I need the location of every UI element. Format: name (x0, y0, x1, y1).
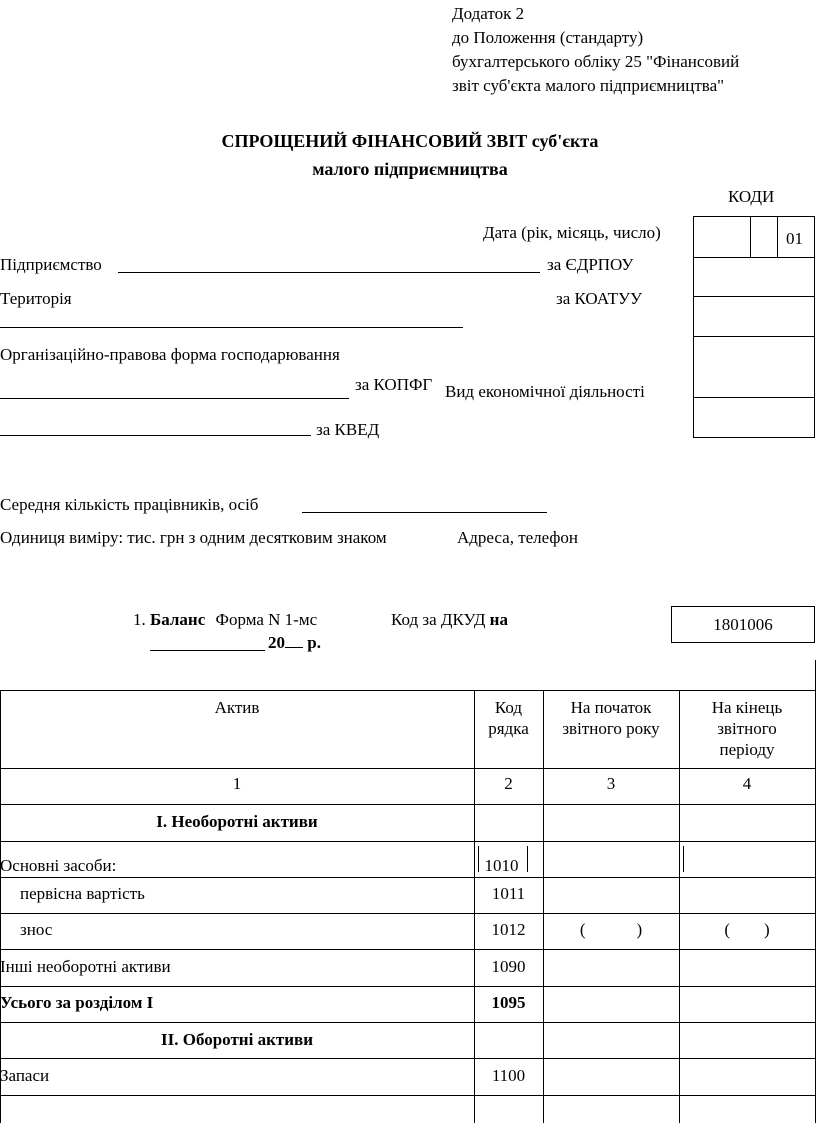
codes-row-line (693, 296, 815, 297)
row-code: 1090 (491, 957, 526, 976)
table-border (0, 986, 816, 987)
kved-label: за КВЕД (316, 420, 380, 439)
row-code: 1100 (491, 1066, 526, 1085)
appendix-line-2: до Положення (стандарту) (452, 28, 644, 47)
report-title-line-1: СПРОЩЕНИЙ ФІНАНСОВИЙ ЗВІТ суб'єкта (221, 131, 599, 151)
year-suffix: р. (307, 633, 321, 652)
section-heading: I. Необоротні активи (156, 812, 318, 831)
codes-row-line (693, 257, 815, 258)
table-border (0, 949, 816, 950)
row-start-value[interactable]: ( ) (579, 920, 643, 939)
codes-row-line (693, 336, 815, 337)
balance-on: на (489, 610, 508, 629)
table-border (0, 804, 816, 805)
territory-input-line[interactable] (0, 327, 463, 328)
row-code: 1011 (491, 884, 526, 903)
header-code: Код рядка (488, 698, 529, 738)
column-number: 3 (606, 774, 616, 793)
table-mark (683, 846, 684, 872)
employees-input-line[interactable] (302, 512, 547, 513)
row-label: первісна вартість (20, 884, 145, 903)
balance-heading (133, 610, 317, 630)
dkud-line (391, 610, 508, 630)
section-heading: II. Оборотні активи (161, 1030, 313, 1049)
dkud-code-box (671, 606, 815, 643)
balance-number: 1. (133, 610, 146, 629)
codes-header: КОДИ (728, 187, 775, 206)
codes-box (693, 216, 815, 438)
header-end: На кінець звітного періоду (711, 698, 783, 759)
column-number: 2 (504, 774, 513, 793)
table-border (0, 913, 816, 914)
report-title-line-2: малого підприємництва (312, 159, 508, 179)
row-code: 1012 (491, 920, 526, 939)
table-border (0, 877, 816, 878)
row-label: Інші необоротні активи (0, 957, 171, 976)
row-label: Основні засоби: (0, 856, 117, 875)
dkud-code: 1801006 (713, 615, 773, 634)
activity-label: Вид економічної діяльності (445, 382, 645, 401)
table-border (0, 1058, 816, 1059)
enterprise-label: Підприємство (0, 255, 102, 274)
row-code: 1010 (484, 856, 519, 875)
territory-label: Територія (0, 289, 72, 308)
balance-form: Форма N 1-мс (215, 610, 318, 629)
employees-label: Середня кількість працівників, осіб (0, 495, 259, 514)
balance-title: Баланс (150, 610, 206, 629)
row-end-value[interactable]: ( ) (724, 920, 770, 939)
date-label: Дата (рік, місяць, число) (483, 223, 661, 242)
enterprise-input-line[interactable] (118, 272, 540, 273)
table-border (0, 841, 816, 842)
column-number: 4 (742, 774, 752, 793)
activity-input-line[interactable] (0, 435, 311, 436)
year-input-line[interactable] (285, 647, 303, 648)
appendix-line-1: Додаток 2 (452, 4, 525, 23)
row-label: знос (20, 920, 53, 939)
appendix-block (452, 2, 739, 98)
edrpou-label: за ЄДРПОУ (547, 255, 634, 274)
header-asset: Актив (214, 698, 260, 717)
table-border (0, 1095, 816, 1096)
address-label: Адреса, телефон (457, 528, 579, 547)
header-start: На початок звітного року (562, 698, 660, 738)
row-label: Запаси (0, 1066, 50, 1085)
codes-divider (777, 216, 778, 257)
balance-year (268, 633, 321, 653)
koatuu-label: за КОАТУУ (556, 289, 643, 308)
codes-row-line (693, 397, 815, 398)
appendix-line-4: звіт суб'єкта малого підприємництва" (452, 76, 725, 95)
org-form-input-line[interactable] (0, 398, 349, 399)
year-prefix: 20 (268, 633, 285, 652)
table-border (0, 690, 816, 691)
column-number: 1 (232, 774, 242, 793)
org-form-label: Організаційно-правова форма господарювання (0, 345, 340, 364)
codes-divider (750, 216, 751, 257)
table-border (0, 768, 816, 769)
row-code: 1095 (491, 993, 526, 1012)
appendix-line-3: бухгалтерського обліку 25 "Фінансовий (452, 52, 740, 71)
kopfg-label: за КОПФГ (355, 375, 433, 394)
date-code: 01 (786, 229, 803, 248)
report-title (150, 127, 670, 183)
row-label-total: Усього за розділом I (0, 993, 154, 1012)
dkud-label: Код за ДКУД (391, 610, 486, 629)
table-border (0, 1022, 816, 1023)
unit-label: Одиниця виміру: тис. грн з одним десятковим знаком (0, 528, 387, 547)
date-input-line[interactable] (150, 650, 265, 651)
